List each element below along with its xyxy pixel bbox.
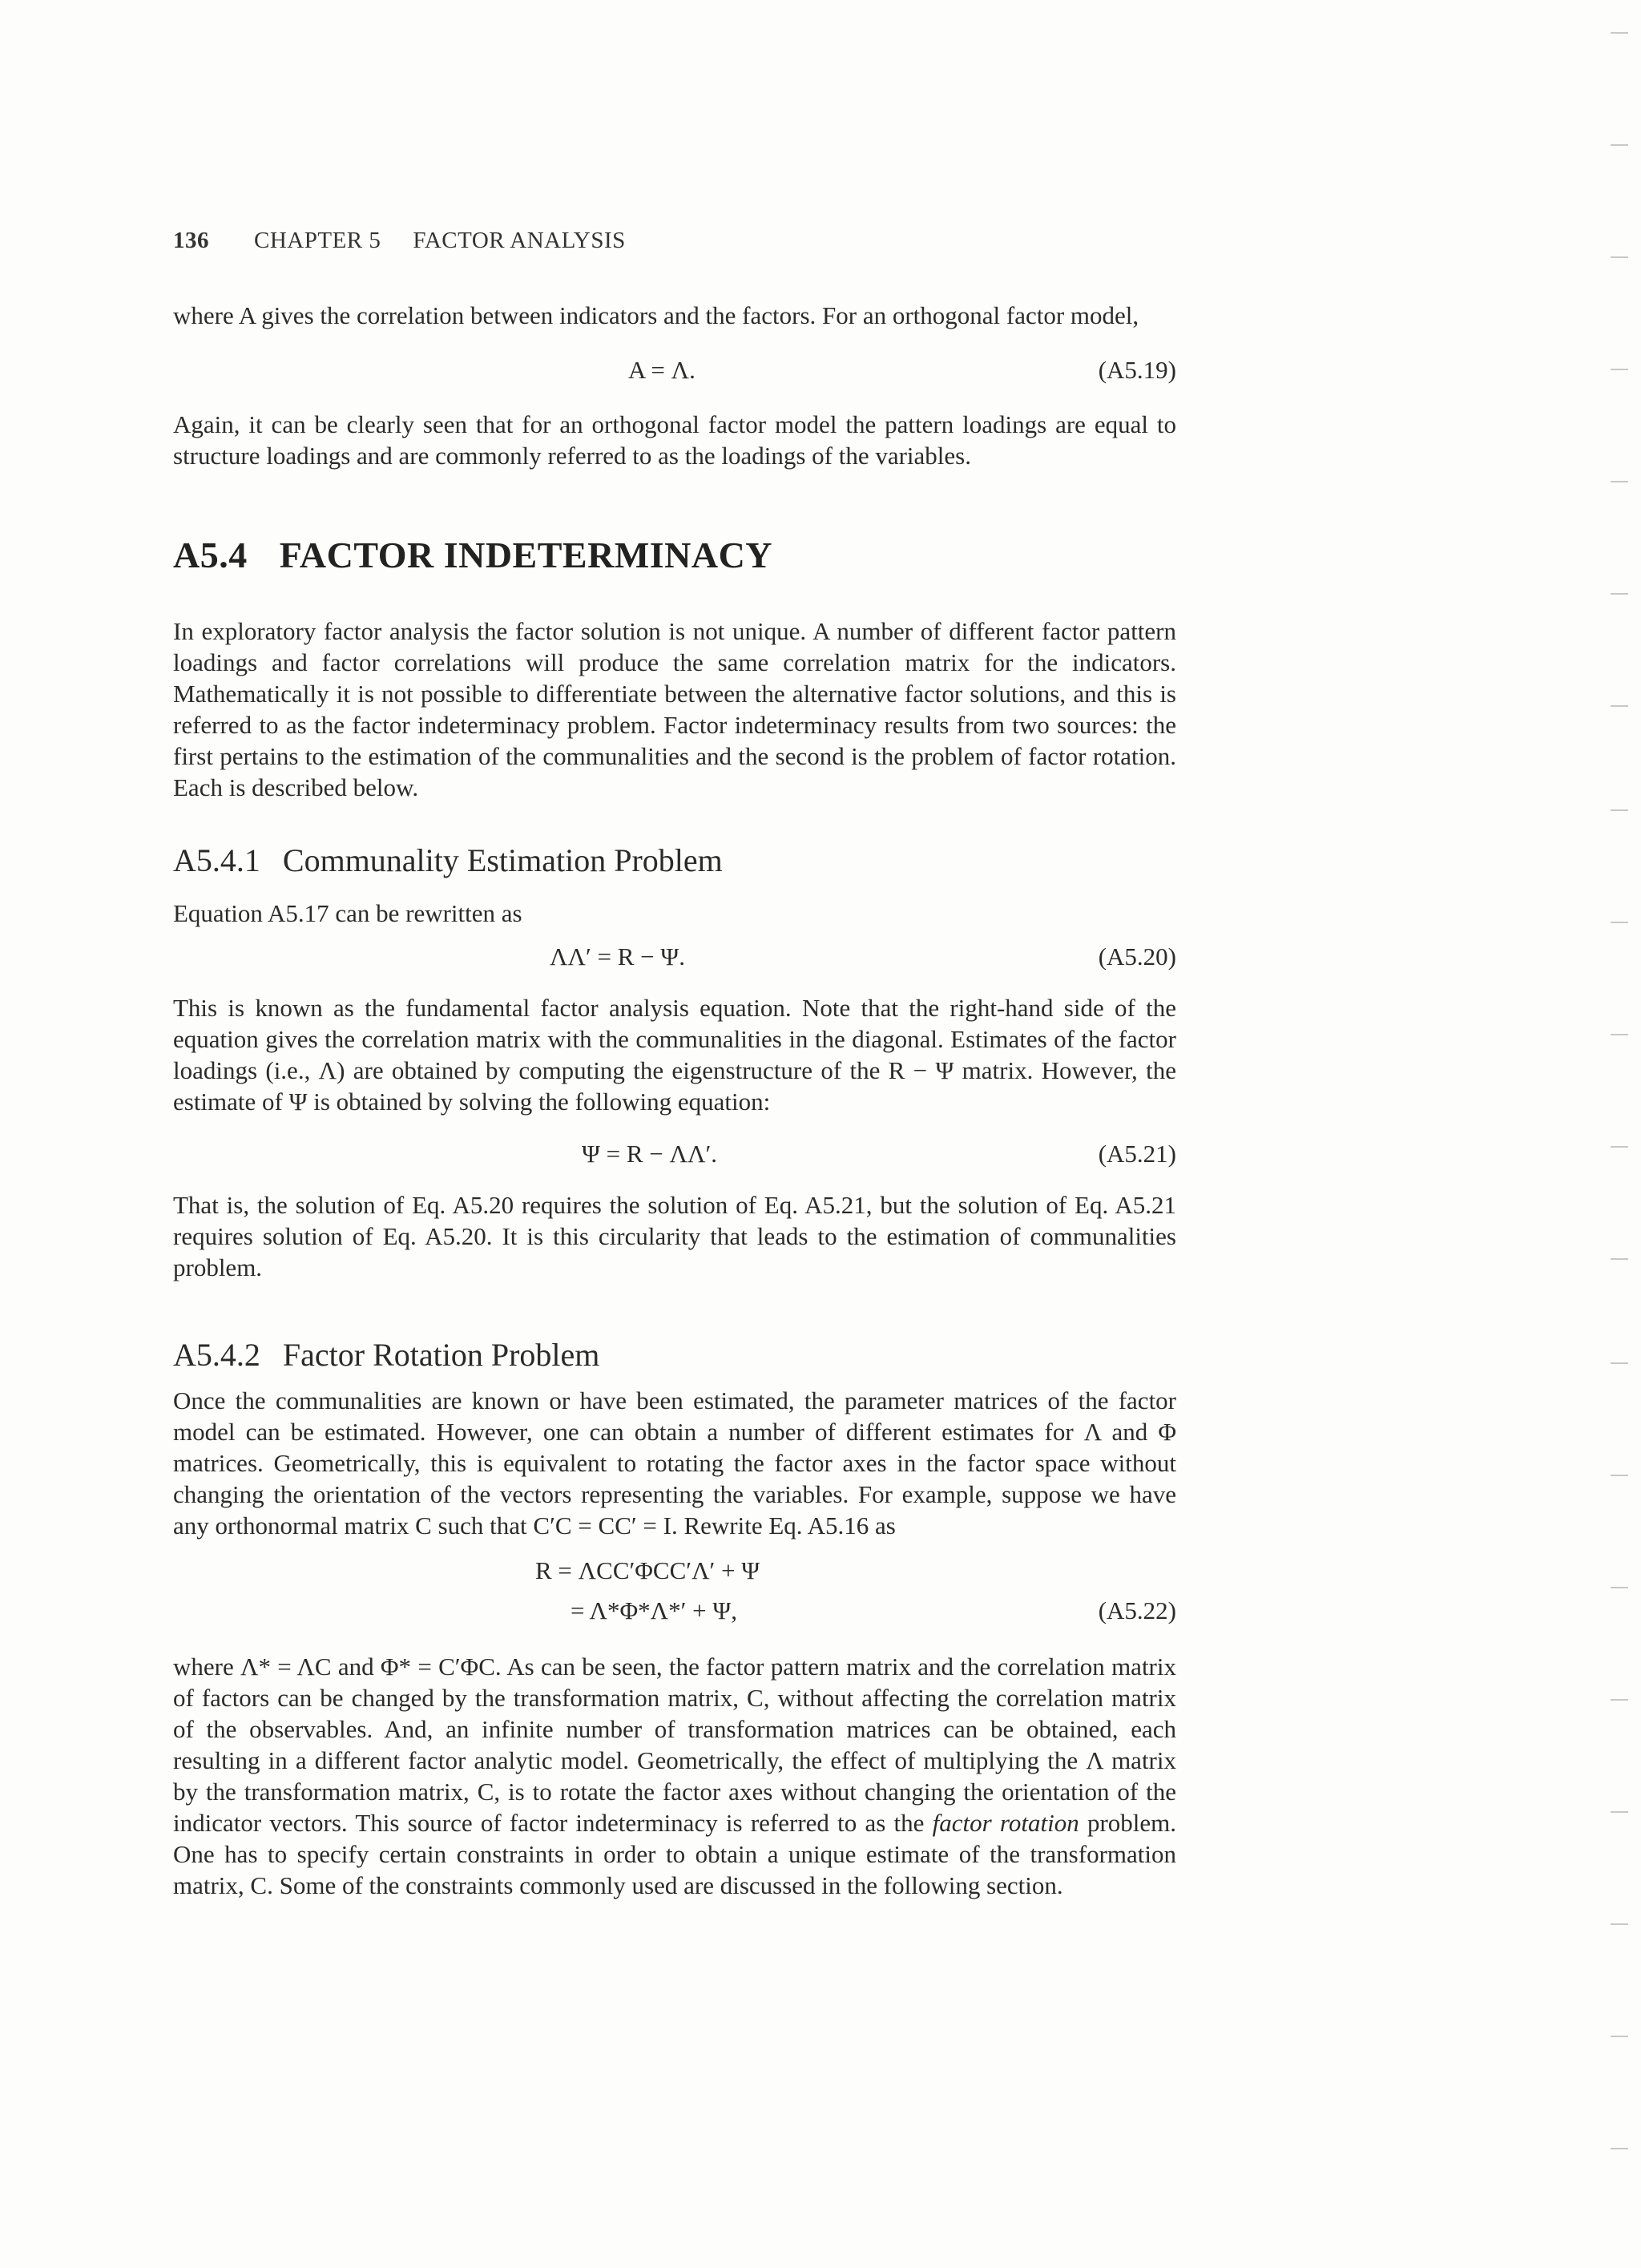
equation-a5-22 (173, 1555, 1176, 1627)
intro-line: where A gives the correlation between indicators and the factors. For an orthogonal factor model, (173, 301, 1139, 329)
intro-paragraph: Again, it can be clearly seen that for an orthogonal factor model the pattern loadings are equal to structure loadings and are commonly referred to as the loadings of the variables. (173, 410, 1176, 470)
sub1-paragraph-2: That is, the solution of Eq. A5.20 requires the solution of Eq. A5.21, but the solution of Eq. A5.21 requires solution of Eq. A5.20. It is this circularity that leads to the estimation of communalities problem. (173, 1191, 1176, 1281)
page-number: 136 (173, 228, 209, 253)
subsection-title: Communality Estimation Problem (282, 842, 723, 878)
section-number: A5.4 (173, 535, 248, 575)
equation-number: (A5.19) (1098, 356, 1176, 384)
equation-number: (A5.21) (1098, 1140, 1176, 1168)
sub2-paragraph-2 (173, 1651, 1176, 1901)
subsection-heading-2 (173, 1336, 599, 1374)
equation-number: (A5.22) (1098, 1596, 1176, 1624)
equation-number: (A5.20) (1098, 942, 1176, 971)
paragraph-text: problem. One has to specify certain constraints in order to obtain a unique estimate of the transformation matrix, C. Some of the constraints commonly used are discussed in the following section. (173, 1809, 1176, 1899)
section-heading (173, 534, 772, 576)
sub2-paragraph-1: Once the communalities are known or have been estimated, the parameter matrices of the factor model can be estimated. However, one can obtain a number of different estimates for Λ and Φ matrices. Geometrically, this is equivalent to rotating the factor axes in the factor space without changing the orientation of the vectors representing the variables. For example, suppose we have any orthonormal matrix C such that C′C = CC′ = I. Rewrite Eq. A5.16 as (173, 1386, 1176, 1540)
italic-term: factor rotation (932, 1809, 1079, 1837)
scan-margin-marks (1593, 0, 1641, 2268)
chapter-title: FACTOR ANALYSIS (413, 228, 626, 253)
section-paragraph: In exploratory factor analysis the factor solution is not unique. A number of different factor pattern loadings and factor correlations will produce the same correlation matrix for the indicators. Mathematically it is not possible to differentiate between the alternative factor solutions, and this is referred to as the factor indeterminacy problem. Factor indeterminacy results from two sources: the first pertains to the estimation of the communalities and the second is the problem of factor rotation. Each is described below. (173, 617, 1176, 801)
sub1-lead: Equation A5.17 can be rewritten as (173, 899, 522, 927)
running-header (173, 228, 626, 254)
equation-body: A = Λ. (628, 356, 696, 384)
chapter-label: CHAPTER 5 (254, 228, 381, 253)
paragraph-text: where Λ* = ΛC and Φ* = C′ΦC. As can be seen, the factor pattern matrix and the correlation matrix of factors can be changed by the transformation matrix, C, without affecting the correlation matrix of the observables. And, an infinite number of transformation matrices can be obtained, each resulting in a different factor analytic model. Geometrically, the effect of multiplying the Λ matrix by the transformation matrix, C, is to rotate the factor axes without changing the orientation of the indicator vectors. This source of factor indeterminacy is referred to as the (173, 1653, 1176, 1837)
subsection-title: Factor Rotation Problem (282, 1337, 600, 1373)
equation-body: ΛΛ′ = R − Ψ. (550, 942, 686, 971)
sub1-paragraph-1: This is known as the fundamental factor analysis equation. Note that the right-hand side of the equation gives the correlation matrix with the communalities in the diagonal. Estimates of the factor loadings (i.e., Λ) are obtained by computing the eigenstructure of the R − Ψ matrix. However, the estimate of Ψ is obtained by solving the following equation: (173, 994, 1176, 1116)
subsection-number: A5.4.1 (173, 842, 260, 878)
subsection-number: A5.4.2 (173, 1337, 260, 1373)
section-title: FACTOR INDETERMINACY (279, 535, 773, 575)
subsection-heading-1 (173, 841, 723, 879)
equation-line-1: R = ΛCC′ΦCC′Λ′ + Ψ (535, 1556, 760, 1584)
equation-body: Ψ = R − ΛΛ′. (582, 1140, 718, 1168)
equation-line-2: = Λ*Φ*Λ*′ + Ψ, (571, 1596, 738, 1624)
